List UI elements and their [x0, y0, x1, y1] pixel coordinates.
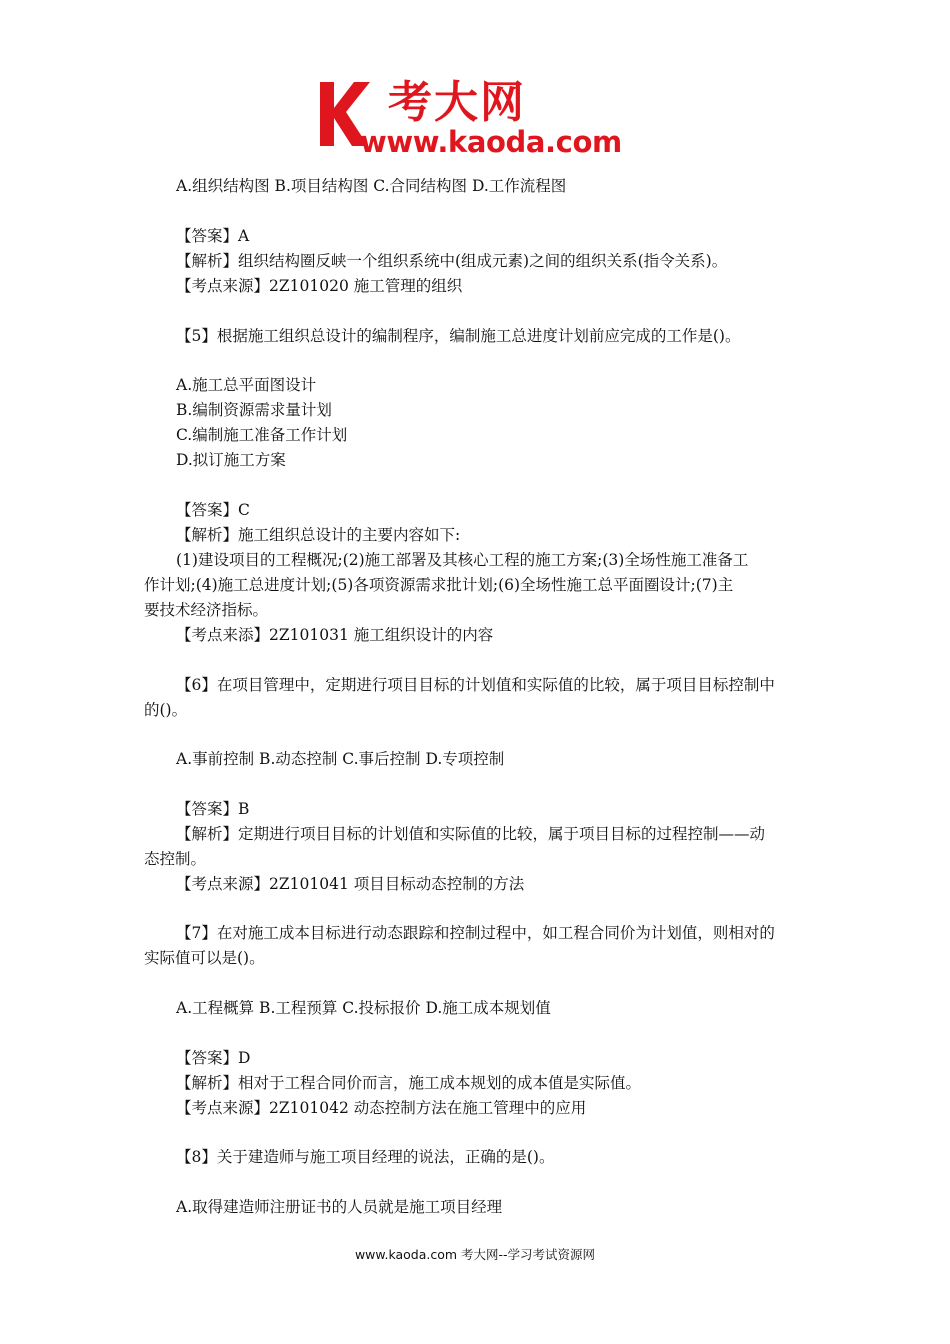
- answer-options-4: A.组织结构图 B.项目结构图 C.合同结构图 D.工作流程图: [176, 177, 567, 195]
- question-5: 【5】根据施工组织总设计的编制程序，编制施工总进度计划前应完成的工作是()。: [176, 327, 741, 345]
- analysis-4: 【解析】组织结构圈反峡一个组织系统中(组成元素)之间的组织关系(指令关系)。: [176, 252, 728, 270]
- kaoda-logo: [318, 77, 640, 159]
- analysis-5-line-1: (1)建设项目的工程概况;(2)施工部署及其核心工程的施工方案;(3)全场性施工准备工: [176, 551, 749, 569]
- answer-label-4: 【答案】A: [176, 227, 250, 245]
- analysis-6-line-2: 态控制。: [144, 850, 207, 868]
- option-5d: D.拟订施工方案: [176, 451, 286, 469]
- logo-brand-url: www.kaoda.com: [360, 125, 622, 159]
- source-7: 【考点来源】2Z101042 动态控制方法在施工管理中的应用: [176, 1099, 587, 1117]
- question-6-line-2: 的()。: [144, 701, 188, 719]
- answer-options-7: A.工程概算 B.工程预算 C.投标报价 D.施工成本规划值: [176, 999, 551, 1017]
- logo-brand-cn: 考大网: [388, 77, 526, 128]
- question-8: 【8】关于建造师与施工项目经理的说法，正确的是()。: [176, 1148, 555, 1166]
- source-6: 【考点来源】2Z101041 项目目标动态控制的方法: [176, 875, 525, 893]
- analysis-6-line-1: 【解析】定期进行项目目标的计划值和实际值的比较，属于项目目标的过程控制——动: [176, 825, 766, 843]
- question-6-line-1: 【6】在项目管理中，定期进行项目目标的计划值和实际值的比较，属于项目目标控制中: [176, 676, 775, 694]
- question-7-line-2: 实际值可以是()。: [144, 949, 265, 967]
- source-4: 【考点来源】2Z101020 施工管理的组织: [176, 277, 463, 295]
- option-8a: A.取得建造师注册证书的人员就是施工项目经理: [176, 1198, 503, 1216]
- answer-label-6: 【答案】B: [176, 800, 250, 818]
- option-5a: A.施工总平面图设计: [176, 376, 317, 394]
- answer-label-7: 【答案】D: [176, 1049, 251, 1067]
- page-footer: www.kaoda.com 考大网--学习考试资源网: [354, 1247, 596, 1262]
- analysis-7: 【解析】相对于工程合同价而言，施工成本规划的成本值是实际值。: [176, 1074, 642, 1092]
- source-5: 【考点来添】2Z101031 施工组织设计的内容: [176, 626, 494, 644]
- answer-options-6: A.事前控制 B.动态控制 C.事后控制 D.专项控制: [176, 750, 505, 768]
- analysis-5: 【解析】施工组织总设计的主要内容如下:: [176, 526, 461, 544]
- question-7-line-1: 【7】在对施工成本目标进行动态跟踪和控制过程中，如工程合同价为计划值，则相对的: [176, 924, 775, 942]
- option-5c: C.编制施工准备工作计划: [176, 426, 348, 444]
- answer-label-5: 【答案】C: [176, 501, 250, 519]
- analysis-5-line-2: 作计划;(4)施工总进度计划;(5)各项资源需求批计划;(6)全场性施工总平面圈设计;(7)主: [144, 576, 734, 594]
- option-5b: B.编制资源需求量计划: [176, 401, 332, 419]
- analysis-5-line-3: 要技术经济指标。: [144, 601, 269, 619]
